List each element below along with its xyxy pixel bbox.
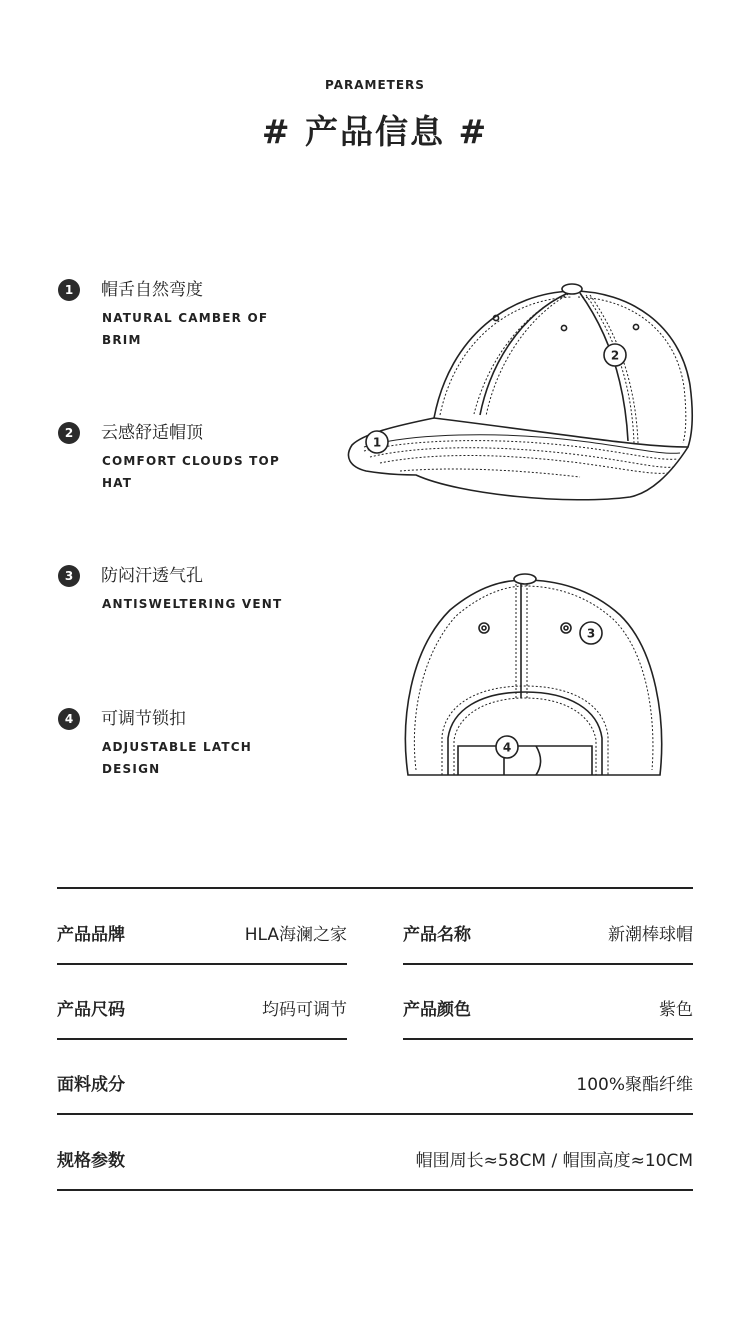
color-value: 紫色 — [659, 1000, 693, 1020]
feature-number-badge: 2 — [58, 422, 80, 444]
diagram-marker-4: 4 — [502, 740, 512, 755]
cap-back-view-illustration — [390, 570, 680, 785]
feature-title-cn: 帽舌自然弯度 — [101, 280, 203, 300]
feature-title-en: ANTISWELTERING VENT — [102, 597, 283, 611]
eyebrow-label: PARAMETERS — [325, 78, 425, 92]
row-divider — [403, 963, 693, 965]
material-value: 100%聚酯纤维 — [576, 1075, 693, 1095]
row-divider — [57, 1113, 693, 1115]
brand-value: HLA海澜之家 — [244, 925, 347, 945]
feature-number-badge: 1 — [58, 279, 80, 301]
feature-title-cn: 防闷汗透气孔 — [101, 566, 203, 586]
row-divider — [57, 963, 347, 965]
size-value: 均码可调节 — [262, 1000, 347, 1020]
product-name-label: 产品名称 — [403, 925, 471, 945]
table-bottom-rule — [57, 1189, 693, 1191]
feature-title-en: NATURAL CAMBER OF BRIM — [102, 311, 269, 347]
feature-title-en: COMFORT CLOUDS TOP HAT — [102, 454, 280, 490]
dimensions-label: 规格参数 — [57, 1151, 125, 1171]
dimensions-value: 帽围周长≈58CM / 帽围高度≈10CM — [415, 1151, 693, 1171]
feature-title-cn: 云感舒适帽顶 — [101, 423, 203, 443]
product-name-value: 新潮棒球帽 — [608, 925, 693, 945]
cap-side-view-illustration — [340, 275, 710, 515]
row-divider — [57, 1038, 347, 1040]
diagram-marker-3: 3 — [586, 626, 596, 641]
diagram-marker-2: 2 — [610, 348, 620, 363]
feature-number-badge: 4 — [58, 708, 80, 730]
diagram-marker-1: 1 — [372, 435, 382, 450]
material-label: 面料成分 — [57, 1075, 125, 1095]
table-top-rule — [57, 887, 693, 889]
brand-label: 产品品牌 — [57, 925, 125, 945]
size-label: 产品尺码 — [57, 1000, 125, 1020]
feature-title-cn: 可调节锁扣 — [101, 709, 186, 729]
page-title: # 产品信息 # — [261, 112, 489, 151]
feature-number-badge: 3 — [58, 565, 80, 587]
feature-title-en: ADJUSTABLE LATCH DESIGN — [102, 740, 253, 776]
row-divider — [403, 1038, 693, 1040]
color-label: 产品颜色 — [403, 1000, 471, 1020]
